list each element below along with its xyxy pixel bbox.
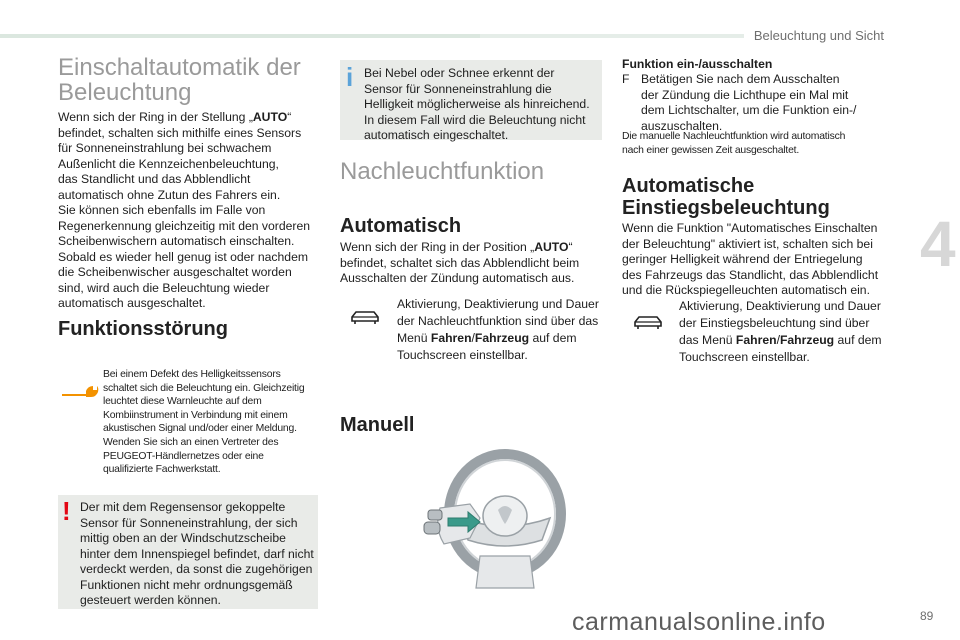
fault-line: qualifizierte Fachwerkstatt. (103, 464, 221, 476)
info-line: In diesem Fall wird die Beleuchtung nicht (364, 112, 586, 127)
setting-line: Touchscreen einstellbar. (397, 348, 528, 362)
info-icon: i (346, 62, 354, 92)
intro-line-1: Wenn sich der Ring in der Stellung „AUTO“ (58, 110, 292, 124)
entry-heading-line-1: Automatische (622, 175, 755, 197)
function-note-line: nach einer gewissen Zeit ausgeschaltet. (622, 144, 800, 156)
entry-line: des Fahrzeugs das Standlicht, das Abblendlicht (622, 267, 879, 282)
chapter-number: 4 (920, 208, 956, 280)
info-line: Sensor für Sonneneinstrahlung die (364, 81, 552, 96)
fault-text (103, 368, 325, 477)
intro-line: automatisch ausgeschaltet. (58, 296, 206, 310)
entry-setting-text (679, 298, 889, 366)
intro-line: sind, wird auch die Beleuchtung wieder (58, 280, 270, 295)
function-line: Betätigen Sie nach dem Ausschalten (641, 72, 840, 86)
automatic-heading: Automatisch (340, 215, 462, 237)
fault-line: Bei einem Defekt des Helligkeitssensors (103, 369, 281, 380)
page-title-line-2: Beleuchtung (58, 78, 192, 106)
warning-line: verdeckt werden, da sonst die zugehörigen (80, 562, 313, 576)
header-rule-light (480, 34, 744, 38)
intro-line: automatisch ohne Zutun des Fahrers ein. (58, 187, 281, 202)
fault-line: Wenden Sie sich an einen Vertreter des (103, 436, 279, 448)
header-rule (0, 34, 480, 38)
function-note (622, 130, 884, 157)
function-toggle-heading: Funktion ein-/ausschalten (622, 57, 773, 71)
warning-line: Funktionen nicht mehr ordnungsgemäß (80, 577, 293, 592)
automatic-line-1: Wenn sich der Ring in der Position „AUTO“ (340, 240, 573, 254)
entry-line: und die Rückspiegelleuchten automatisch ein. (622, 283, 870, 297)
automatic-line: Ausschalten der Zündung automatisch aus. (340, 271, 575, 285)
fault-line: leuchtet diese Warnleuchte auf dem (103, 396, 262, 408)
info-line: Helligkeit möglicherweise als hinreichend. (364, 97, 590, 111)
exclamation-icon: ! (62, 496, 71, 526)
setting-line: Aktivierung, Deaktivierung und Dauer (397, 297, 599, 311)
info-text (364, 66, 602, 144)
page-title-line-1: Einschaltautomatik der (58, 54, 301, 81)
intro-line: befindet, schalten sich mithilfe eines Sensors (58, 125, 302, 140)
intro-line: das Standlicht und das Abblendlicht (58, 172, 251, 186)
automatic-setting-text (397, 296, 607, 364)
entry-heading-line-2: Einstiegsbeleuchtung (622, 197, 830, 219)
entry-line: geringer Helligkeit während der Entriegelung (622, 252, 863, 266)
function-line: der Zündung die Lichthupe ein Mal mit (641, 87, 849, 102)
info-line: Bei Nebel oder Schnee erkennt der (364, 66, 555, 80)
entry-line: der Beleuchtung" aktiviert ist, schalten sich bei (622, 236, 873, 251)
intro-line: die Scheibenwischer ausgeschaltet worden (58, 265, 292, 279)
page-title (58, 56, 301, 106)
afterglow-heading: Nachleuchtfunktion (340, 158, 545, 185)
function-note-line: Die manuelle Nachleuchtfunktion wird automatisch (622, 131, 846, 142)
wrench-warning-icon (60, 382, 100, 404)
automatic-line: befindet, schaltet sich das Abblendlicht beim (340, 255, 580, 270)
steering-wheel-image (410, 448, 580, 598)
warning-line: hinter dem Innenspiegel befindet, darf nicht (80, 546, 314, 561)
intro-line: für Sonneneinstrahlung bei schwachem (58, 141, 272, 155)
entry-setting-line: Touchscreen einstellbar. (679, 350, 810, 364)
warning-line: Der mit dem Regensensor gekoppelte (80, 500, 286, 514)
page-number: 89 (920, 609, 934, 623)
automatic-text (340, 240, 602, 287)
intro-line: Außenlicht die Kennzeichenbeleuchtung, (58, 156, 279, 171)
setting-line: der Nachleuchtfunktion sind über das (397, 314, 599, 328)
warning-line: Sensor für Sonneneinstrahlung, der sich (80, 515, 298, 530)
fault-line: Kombiinstrument in Verbindung mit einem (103, 409, 288, 421)
function-line: auszuschalten. (641, 118, 723, 133)
fault-line: akustischen Signal und/oder einer Meldung. (103, 423, 297, 435)
watermark: carmanualsonline.info (572, 608, 826, 636)
fault-heading: Funktionsstörung (58, 318, 228, 340)
entry-line: Wenn die Funktion "Automatisches Einschalten (622, 221, 878, 235)
entry-setting-line: der Einstiegsbeleuchtung sind über (679, 316, 870, 330)
car-settings-icon (349, 306, 381, 328)
section-title: Beleuchtung und Sicht (753, 28, 884, 43)
bullet-marker: F (622, 72, 630, 86)
entry-setting-line-menu: das Menü Fahren/Fahrzeug auf dem (679, 333, 882, 347)
entry-lighting-heading (622, 175, 830, 219)
intro-line: Sobald es wieder hell genug ist oder nachdem (58, 249, 309, 264)
entry-setting-line: Aktivierung, Deaktivierung und Dauer (679, 299, 881, 313)
intro-paragraph (58, 110, 320, 312)
chapter-tab (912, 196, 960, 300)
function-line: dem Lichtschalter, um die Funktion ein-/ (641, 103, 857, 117)
warning-line: mittig oben an der Windschutzscheibe (80, 531, 286, 545)
fault-line: PEUGEOT-Händlernetzes oder eine (103, 450, 264, 462)
info-line: automatisch eingeschaltet. (364, 128, 509, 142)
car-settings-icon (632, 311, 664, 333)
fault-line: schaltet sich die Beleuchtung ein. Gleichzeitig (103, 382, 305, 394)
entry-lighting-text (622, 221, 888, 299)
intro-line: Regenerkennung gleichzeitig mit den vorderen (58, 218, 311, 233)
intro-line: Scheibenwischern automatisch einschalten. (58, 234, 295, 248)
warning-text (80, 500, 318, 609)
manual-heading: Manuell (340, 414, 415, 436)
warning-line: gesteuert werden können. (80, 593, 221, 607)
function-toggle-text (641, 72, 881, 134)
intro-line: Sie können sich ebenfalls im Falle von (58, 203, 266, 217)
setting-line-menu: Menü Fahren/Fahrzeug auf dem (397, 331, 577, 345)
